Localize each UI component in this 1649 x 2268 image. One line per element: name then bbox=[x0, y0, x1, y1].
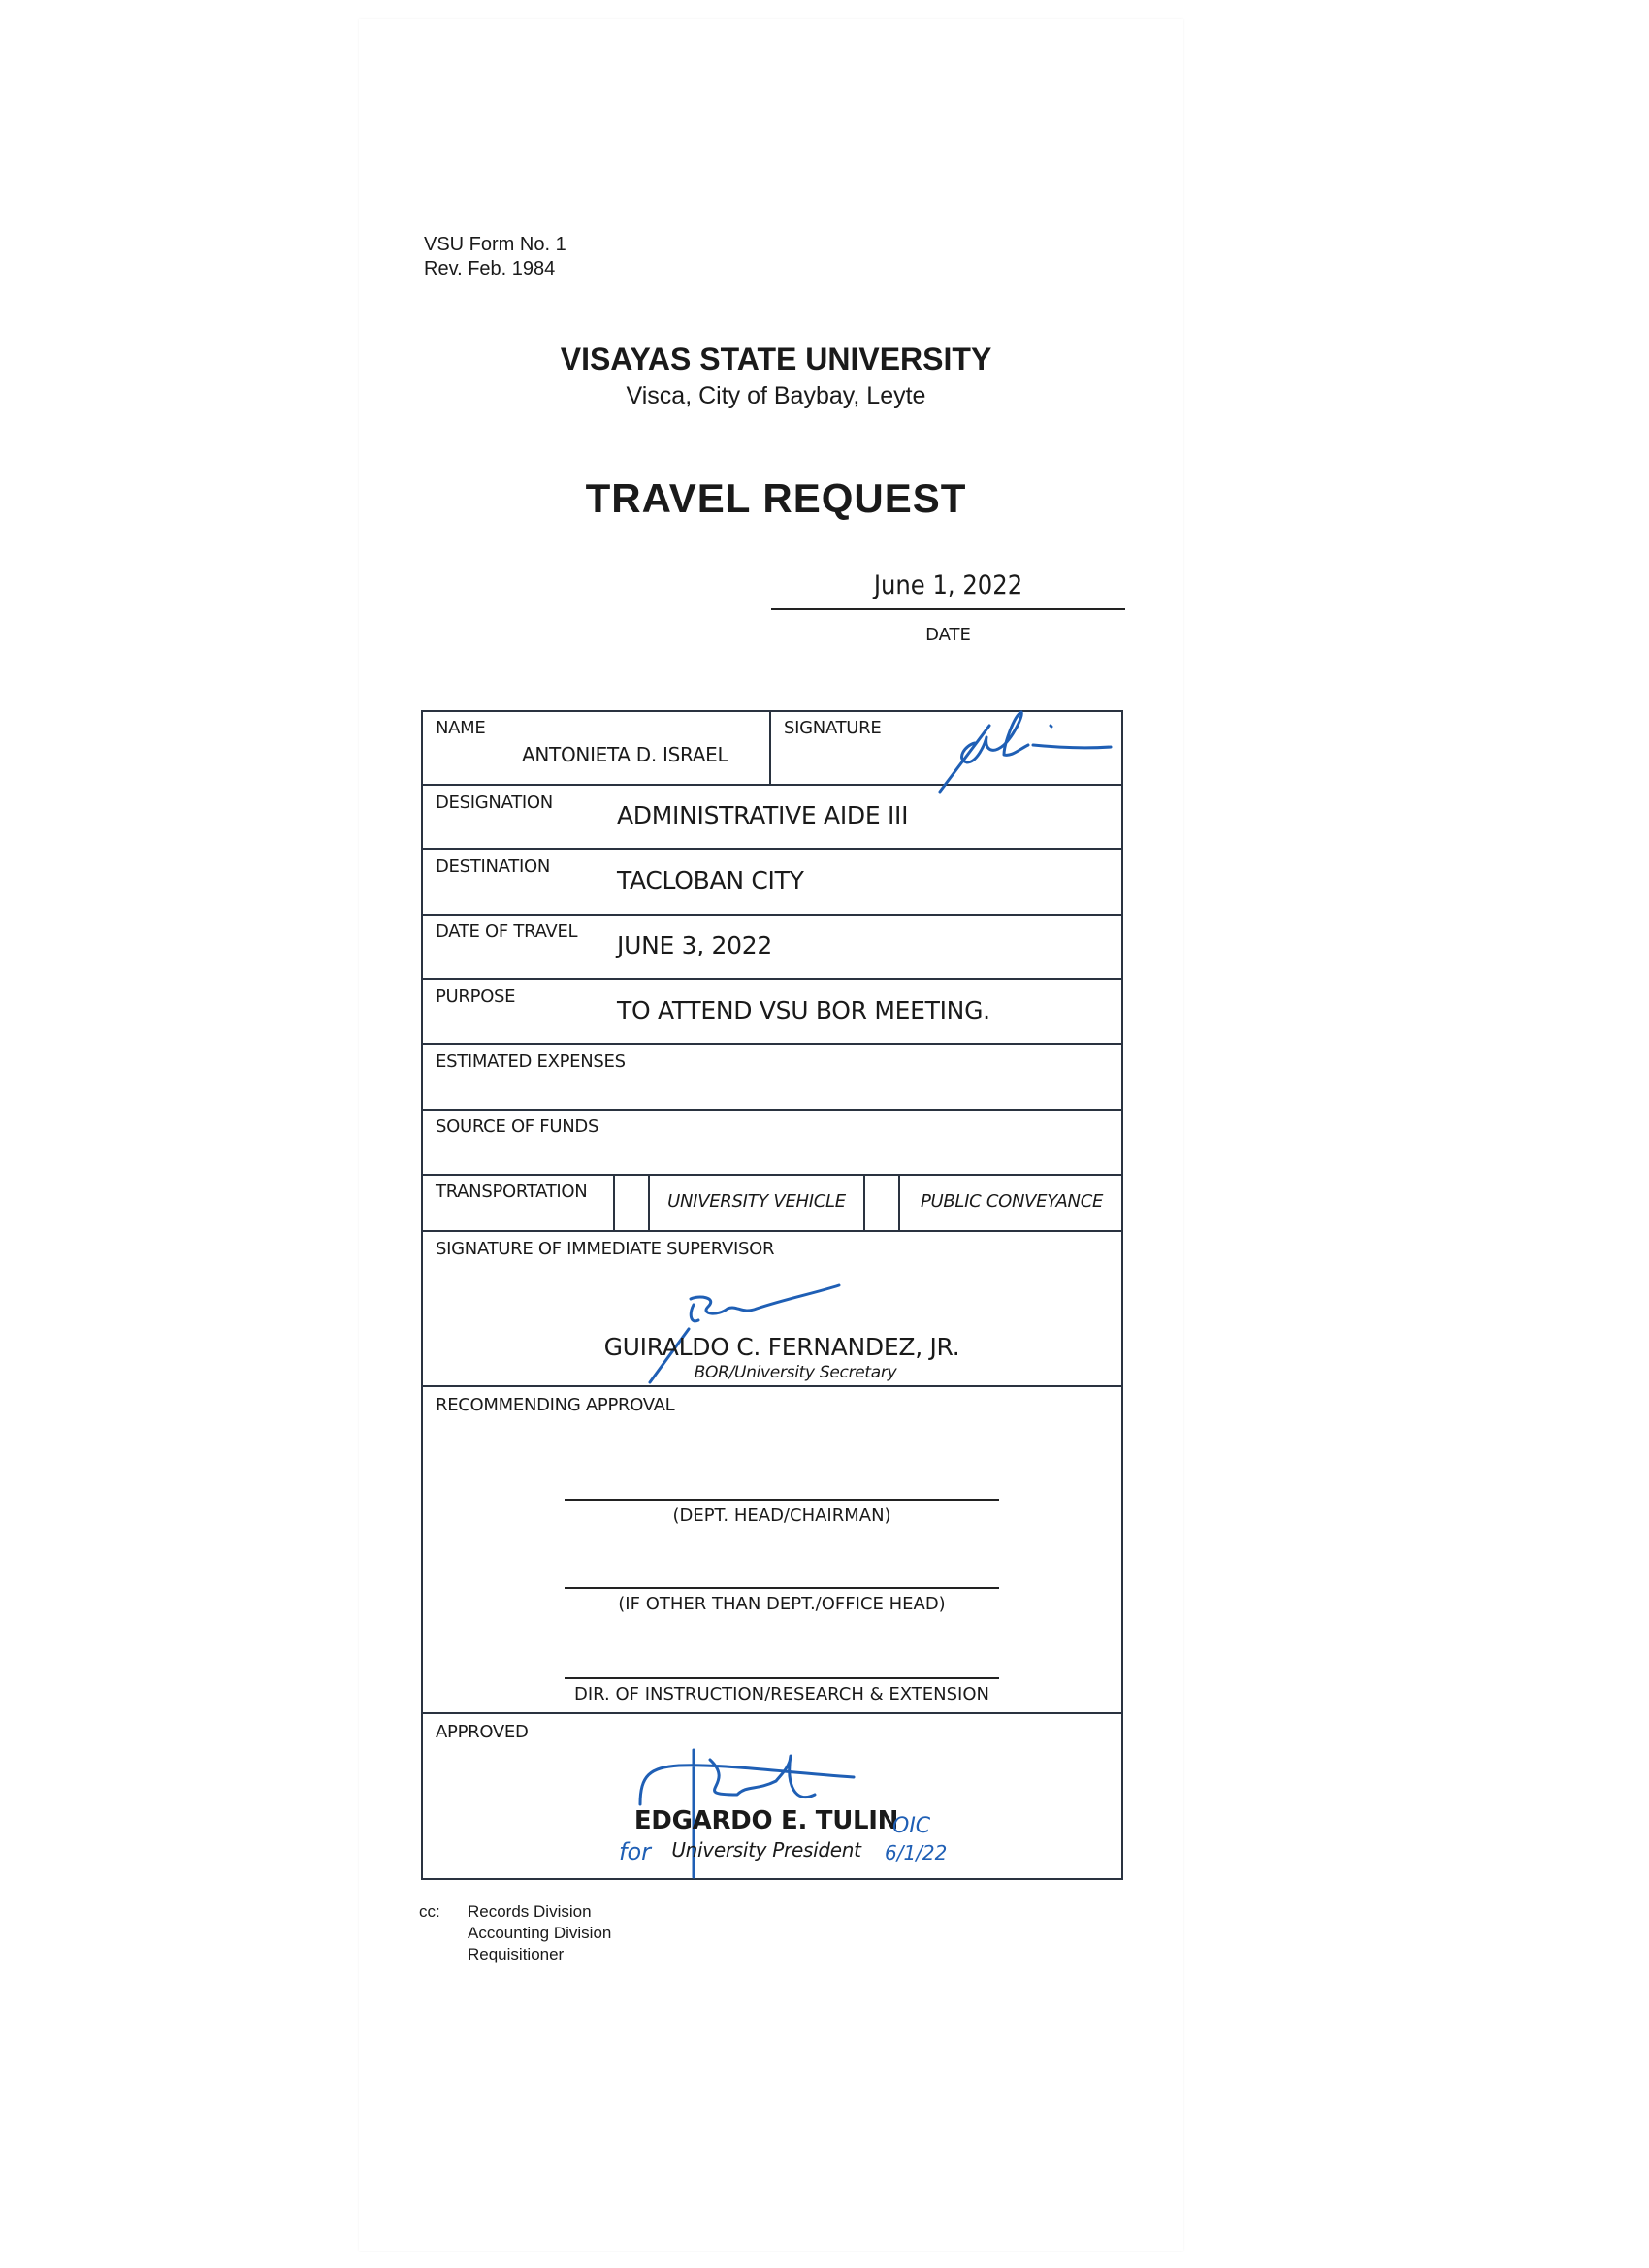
designation-value[interactable]: ADMINISTRATIVE AIDE III bbox=[617, 801, 909, 829]
name-value[interactable]: ANTONIETA D. ISRAEL bbox=[522, 743, 728, 766]
date-value: June 1, 2022 bbox=[873, 570, 1023, 600]
supervisor-name: GUIRALDO C. FERNANDEZ, JR. bbox=[603, 1333, 960, 1361]
handwritten-date: 6/1/22 bbox=[885, 1841, 948, 1864]
public-conveyance-checkbox[interactable] bbox=[865, 1176, 898, 1230]
form-number-block bbox=[424, 233, 566, 281]
approver-name: EDGARDO E. TULIN bbox=[633, 1806, 899, 1835]
row-divider bbox=[421, 1174, 1123, 1176]
form-number: VSU Form No. 1 bbox=[424, 234, 566, 255]
handwritten-oic: OIC bbox=[892, 1814, 931, 1838]
cc-recipient: Records Division bbox=[468, 1902, 592, 1921]
row-divider bbox=[421, 1109, 1123, 1111]
requester-signature bbox=[936, 706, 1120, 794]
form-revision: Rev. Feb. 1984 bbox=[424, 258, 556, 279]
row-divider bbox=[421, 1230, 1123, 1232]
row-divider bbox=[421, 914, 1123, 916]
cc-recipient: Accounting Division bbox=[468, 1924, 612, 1942]
supervisor-title: BOR/University Secretary bbox=[694, 1363, 897, 1382]
row-divider bbox=[421, 1385, 1123, 1387]
date-of-travel-label: DATE OF TRAVEL bbox=[436, 922, 578, 942]
approved-label: APPROVED bbox=[436, 1722, 529, 1742]
row-divider bbox=[421, 848, 1123, 850]
row-divider bbox=[421, 978, 1123, 980]
date-of-travel-value[interactable]: JUNE 3, 2022 bbox=[617, 931, 772, 959]
designation-label: DESIGNATION bbox=[436, 793, 553, 813]
purpose-value[interactable]: TO ATTEND VSU BOR MEETING. bbox=[617, 996, 990, 1024]
purpose-label: PURPOSE bbox=[436, 987, 516, 1007]
university-vehicle-option: UNIVERSITY VEHICLE bbox=[667, 1191, 846, 1212]
destination-value[interactable]: TACLOBAN CITY bbox=[617, 866, 804, 894]
signature-line bbox=[565, 1587, 999, 1589]
cc-label: cc: bbox=[419, 1902, 440, 1921]
signature-label: SIGNATURE bbox=[784, 718, 882, 738]
approver-title: University President bbox=[671, 1838, 861, 1862]
signature-line bbox=[565, 1499, 999, 1501]
transportation-label: TRANSPORTATION bbox=[436, 1182, 588, 1202]
source-of-funds-label: SOURCE OF FUNDS bbox=[436, 1117, 599, 1137]
date-label: DATE bbox=[925, 625, 971, 645]
public-conveyance-option: PUBLIC CONVEYANCE bbox=[920, 1191, 1104, 1212]
recommending-approval-label: RECOMMENDING APPROVAL bbox=[436, 1395, 675, 1415]
university-address: Visca, City of Baybay, Leyte bbox=[626, 382, 926, 409]
university-vehicle-checkbox[interactable] bbox=[615, 1176, 648, 1230]
row-divider bbox=[421, 1043, 1123, 1045]
director-caption: DIR. OF INSTRUCTION/RESEARCH & EXTENSION bbox=[574, 1684, 989, 1704]
university-name: VISAYAS STATE UNIVERSITY bbox=[560, 341, 992, 376]
cc-recipient: Requisitioner bbox=[468, 1945, 565, 1963]
handwritten-for: for bbox=[619, 1838, 651, 1865]
dept-head-caption: (DEPT. HEAD/CHAIRMAN) bbox=[672, 1506, 891, 1526]
date-underline bbox=[771, 608, 1125, 610]
estimated-expenses-label: ESTIMATED EXPENSES bbox=[436, 1052, 626, 1072]
page-title: TRAVEL REQUEST bbox=[585, 475, 967, 521]
other-head-caption: (IF OTHER THAN DEPT./OFFICE HEAD) bbox=[618, 1594, 946, 1614]
name-label: NAME bbox=[436, 718, 486, 738]
cc-list bbox=[468, 1901, 611, 1965]
supervisor-label: SIGNATURE OF IMMEDIATE SUPERVISOR bbox=[436, 1239, 775, 1259]
column-divider bbox=[769, 710, 771, 784]
signature-line bbox=[565, 1677, 999, 1679]
destination-label: DESTINATION bbox=[436, 857, 550, 877]
row-divider bbox=[421, 1712, 1123, 1714]
